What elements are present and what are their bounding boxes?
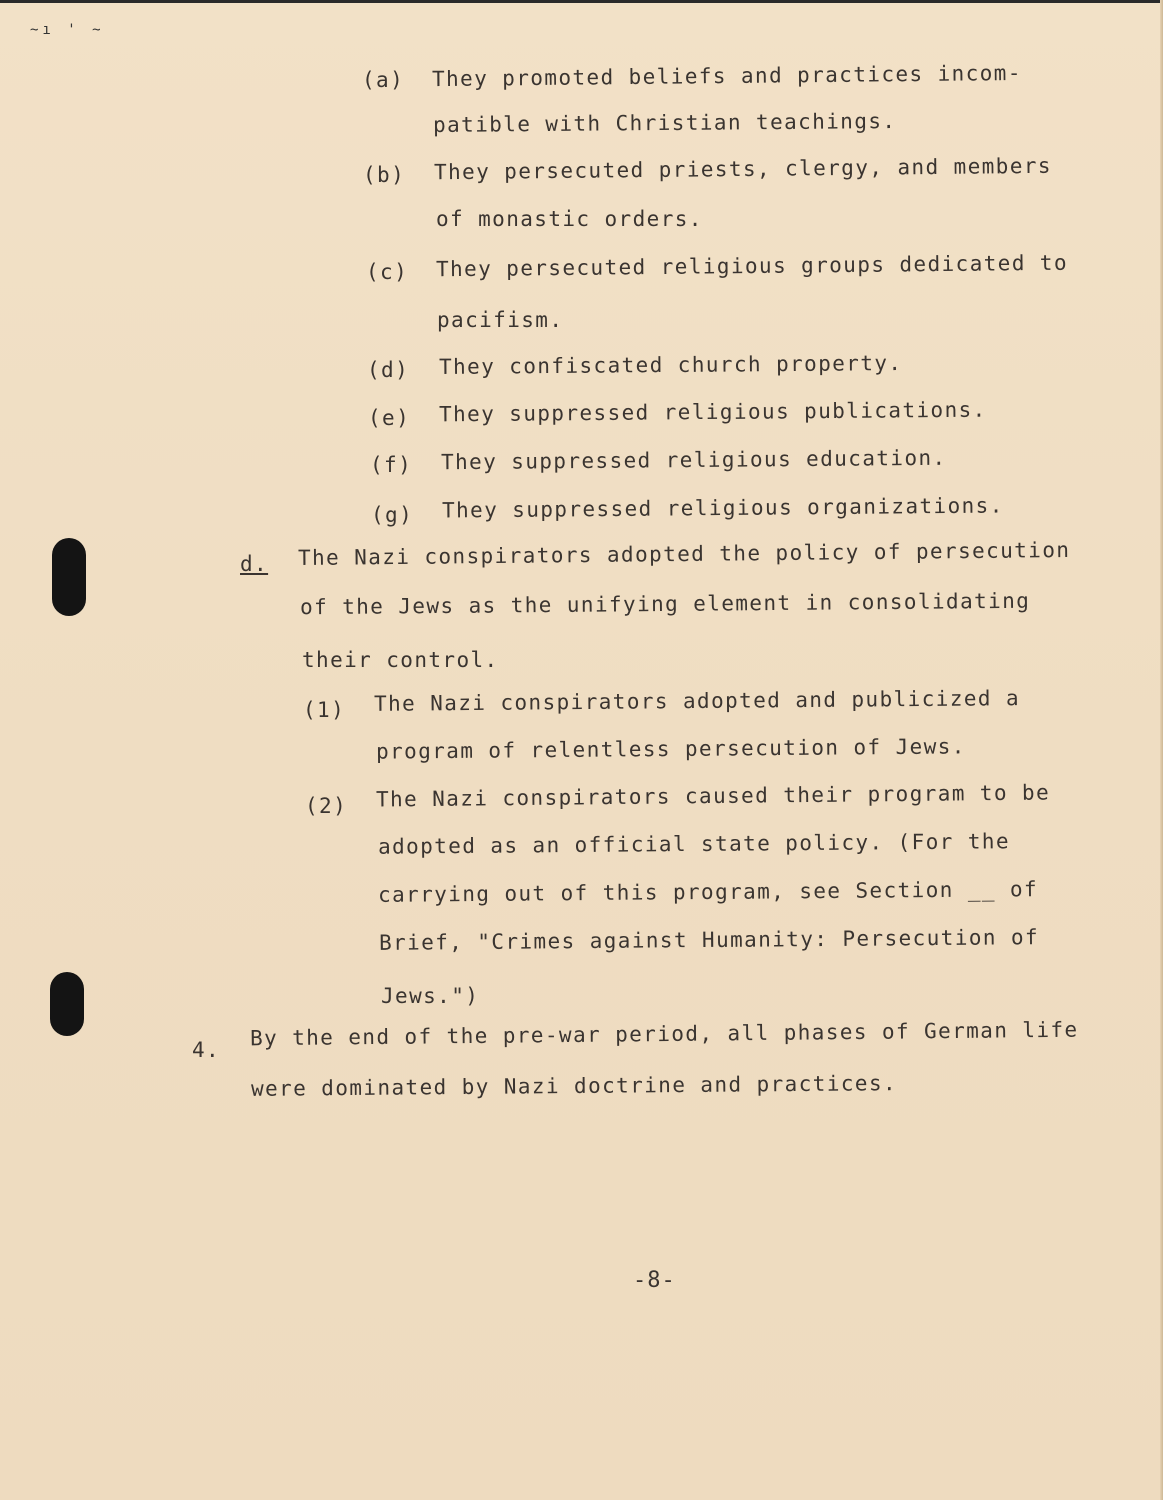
sub-1-line-1: The Nazi conspirators adopted and publicized a xyxy=(373,686,1021,716)
item-b-line-1: They persecuted priests, clergy, and members xyxy=(433,153,1053,185)
item-e-line-1: They suppressed religious publications. xyxy=(438,397,987,427)
item-f-label: (f) xyxy=(370,453,413,477)
item-e-label: (e) xyxy=(368,406,411,430)
item-c-label: (c) xyxy=(366,260,409,284)
corner-mark: ~ı ' ~ xyxy=(30,22,105,38)
section-4-line-1: By the end of the pre-war period, all phases of German life xyxy=(249,1017,1079,1051)
top-edge xyxy=(0,0,1163,3)
item-a-label: (a) xyxy=(362,68,405,92)
section-d-line-3: their control. xyxy=(302,648,499,672)
page-number: -8- xyxy=(633,1268,676,1293)
sub-2-line-1: The Nazi conspirators caused their program to be xyxy=(375,780,1051,812)
sub-2-line-4: Brief, "Crimes against Humanity: Persecution of xyxy=(378,925,1040,955)
item-d-line-1: They confiscated church property. xyxy=(438,350,903,380)
sub-2-line-5: Jews.") xyxy=(381,984,480,1008)
item-b-label: (b) xyxy=(363,163,406,187)
section-d-label: d. xyxy=(240,552,269,576)
sub-2-line-3: carrying out of this program, see Section __ of xyxy=(377,877,1039,907)
item-a-line-1: They promoted beliefs and practices incom- xyxy=(431,60,1022,92)
sub-1-line-2: program of relentless persecution of Jews. xyxy=(375,734,966,764)
item-b-line-2: of monastic orders. xyxy=(436,207,703,231)
section-4-line-2: were dominated by Nazi doctrine and practices. xyxy=(250,1071,898,1101)
item-c-line-1: They persecuted religious groups dedicated to xyxy=(435,250,1069,282)
punch-hole-icon xyxy=(50,972,84,1036)
section-d-line-1: The Nazi conspirators adopted the policy of persecution xyxy=(297,537,1071,571)
item-g-label: (g) xyxy=(371,503,414,527)
item-c-line-2: pacifism. xyxy=(437,308,564,332)
sub-2-label: (2) xyxy=(305,794,348,818)
punch-hole-icon xyxy=(52,538,86,616)
item-a-line-2: patible with Christian teachings. xyxy=(432,108,897,138)
section-d-line-2: of the Jews as the unifying element in consolidating xyxy=(299,588,1031,620)
item-g-line-1: They suppressed religious organizations. xyxy=(441,493,1004,523)
item-f-line-1: They suppressed religious education. xyxy=(440,445,947,475)
item-d-label: (d) xyxy=(367,358,410,382)
section-4-label: 4. xyxy=(192,1038,221,1062)
sub-1-label: (1) xyxy=(303,698,346,722)
sub-2-line-2: adopted as an official state policy. (For the xyxy=(377,829,1011,859)
